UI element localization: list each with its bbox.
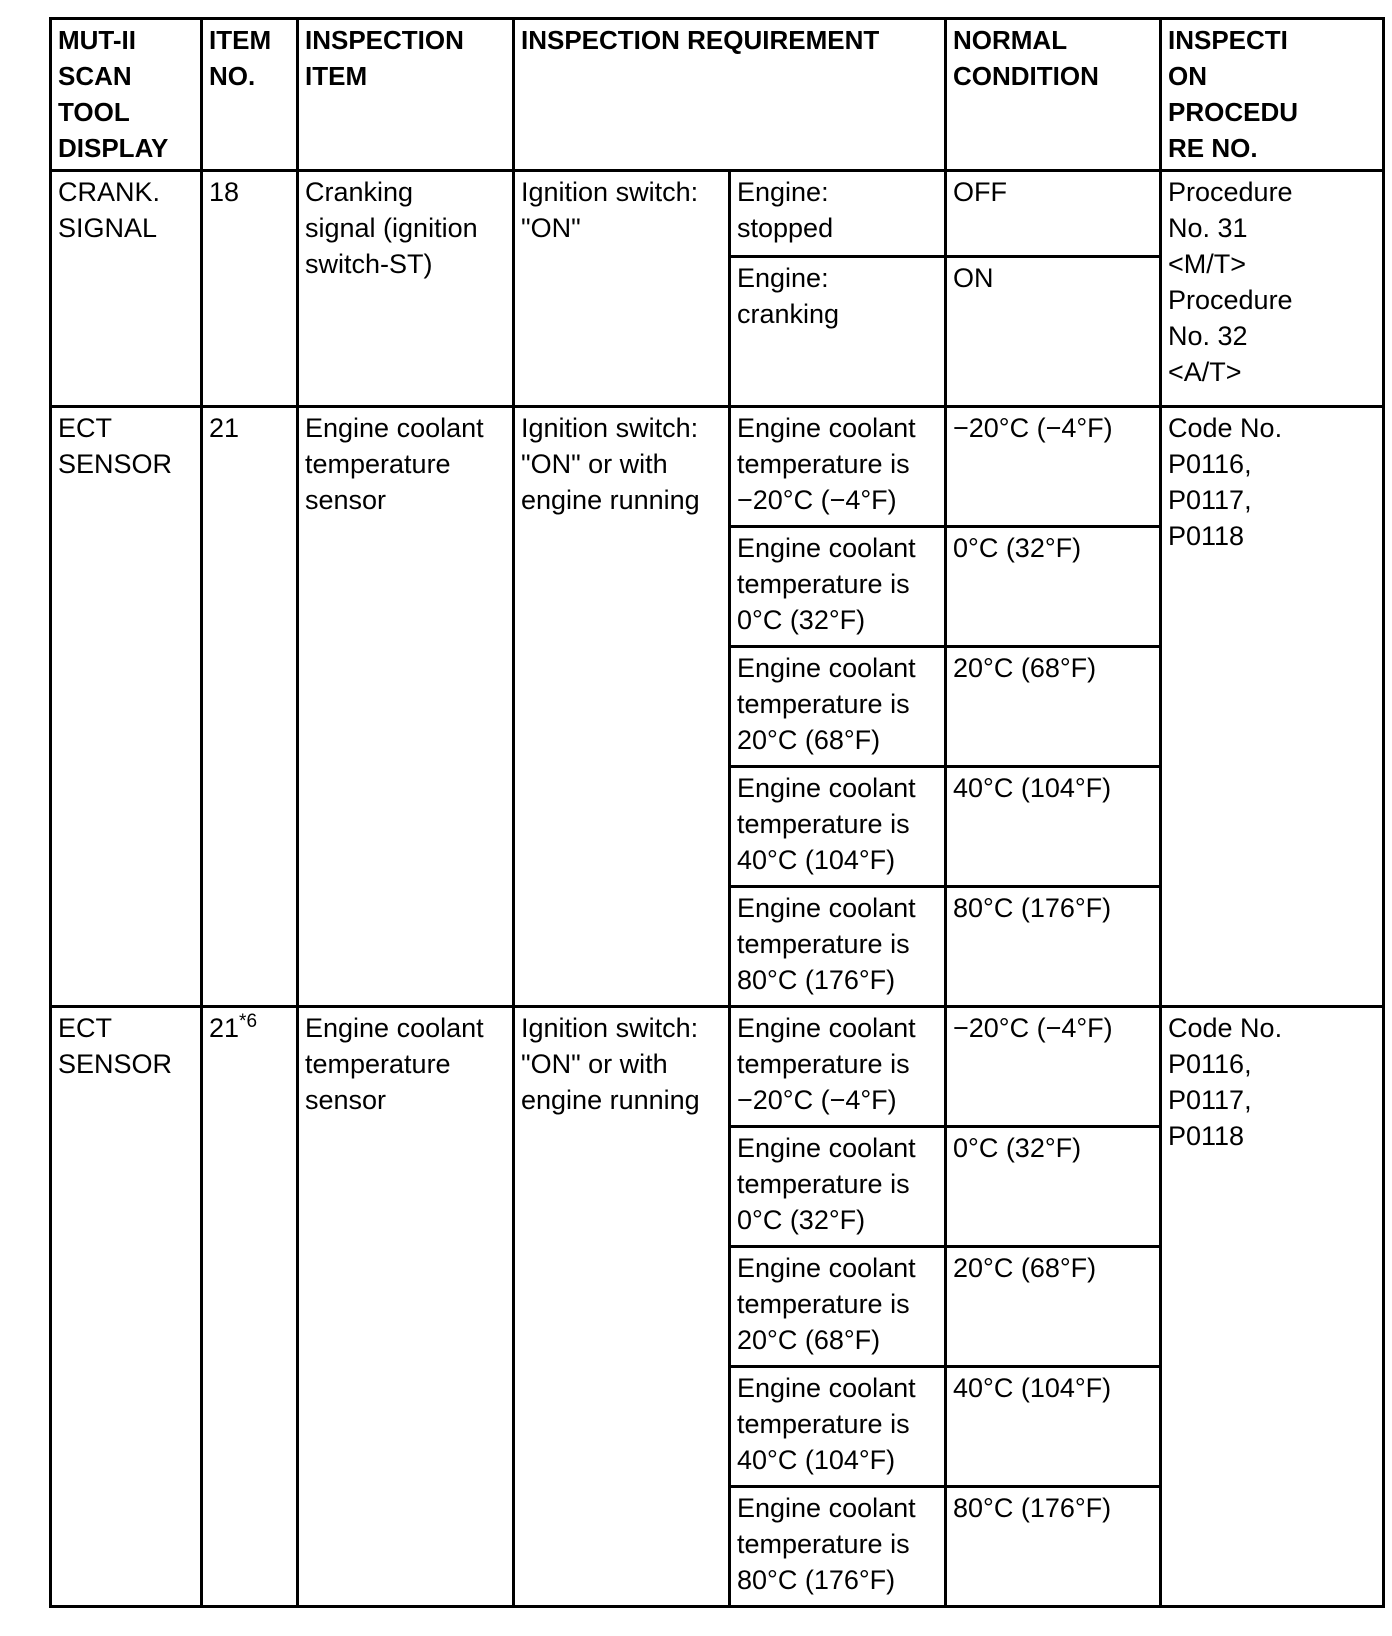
- item-no-cell: 18: [202, 171, 298, 407]
- header-display: MUT-II SCAN TOOL DISPLAY: [51, 19, 202, 171]
- normal-condition-cell: 0°C (32°F): [946, 1127, 1161, 1247]
- header-item-no: ITEM NO.: [202, 19, 298, 171]
- condition-cell: Engine coolant temperature is 80°C (176°F): [730, 1487, 946, 1607]
- condition-cell: Engine coolant temperature is −20°C (−4°F): [730, 407, 946, 527]
- inspection-item-cell: Engine coolant temperature sensor: [298, 1007, 514, 1607]
- requirement-cell: Ignition switch: "ON" or with engine running: [514, 1007, 730, 1607]
- item-no-value: 21: [209, 1013, 240, 1043]
- normal-condition-cell: 0°C (32°F): [946, 527, 1161, 647]
- table-row: [51, 171, 1384, 257]
- normal-condition-cell: 20°C (68°F): [946, 647, 1161, 767]
- condition-cell: Engine: cranking: [730, 257, 946, 407]
- inspection-item-cell: Cranking signal (ignition switch-ST): [298, 171, 514, 407]
- normal-condition-cell: 40°C (104°F): [946, 767, 1161, 887]
- condition-cell: Engine coolant temperature is 80°C (176°F): [730, 887, 946, 1007]
- header-row: [51, 19, 1384, 171]
- condition-cell: Engine coolant temperature is 20°C (68°F): [730, 1247, 946, 1367]
- header-inspection-requirement: INSPECTION REQUIREMENT: [514, 19, 946, 171]
- display-cell: ECT SENSOR: [51, 1007, 202, 1607]
- header-procedure-no: INSPECTI ON PROCEDU RE NO.: [1161, 19, 1384, 171]
- normal-condition-cell: −20°C (−4°F): [946, 407, 1161, 527]
- condition-cell: Engine coolant temperature is 20°C (68°F): [730, 647, 946, 767]
- item-no-cell: [202, 1007, 298, 1607]
- table-row: [51, 1007, 1384, 1127]
- condition-cell: Engine coolant temperature is 0°C (32°F): [730, 1127, 946, 1247]
- condition-cell: Engine coolant temperature is −20°C (−4°F): [730, 1007, 946, 1127]
- inspection-table: [49, 17, 1385, 1608]
- table-row: [51, 407, 1384, 527]
- requirement-cell: Ignition switch: "ON": [514, 171, 730, 407]
- inspection-item-cell: Engine coolant temperature sensor: [298, 407, 514, 1007]
- normal-condition-cell: 80°C (176°F): [946, 1487, 1161, 1607]
- requirement-cell: Ignition switch: "ON" or with engine running: [514, 407, 730, 1007]
- procedure-cell: Code No. P0116, P0117, P0118: [1161, 1007, 1384, 1607]
- condition-cell: Engine: stopped: [730, 171, 946, 257]
- header-normal-condition: NORMAL CONDITION: [946, 19, 1161, 171]
- condition-cell: Engine coolant temperature is 40°C (104°F): [730, 767, 946, 887]
- normal-condition-cell: 80°C (176°F): [946, 887, 1161, 1007]
- condition-cell: Engine coolant temperature is 40°C (104°F): [730, 1367, 946, 1487]
- normal-condition-cell: OFF: [946, 171, 1161, 257]
- condition-cell: Engine coolant temperature is 0°C (32°F): [730, 527, 946, 647]
- header-inspection-item: INSPECTION ITEM: [298, 19, 514, 171]
- normal-condition-cell: ON: [946, 257, 1161, 407]
- normal-condition-cell: −20°C (−4°F): [946, 1007, 1161, 1127]
- display-cell: CRANK. SIGNAL: [51, 171, 202, 407]
- normal-condition-cell: 20°C (68°F): [946, 1247, 1161, 1367]
- item-no-cell: 21: [202, 407, 298, 1007]
- procedure-cell: Code No. P0116, P0117, P0118: [1161, 407, 1384, 1007]
- display-cell: ECT SENSOR: [51, 407, 202, 1007]
- procedure-cell: Procedure No. 31 <M/T> Procedure No. 32 <A/T>: [1161, 171, 1384, 407]
- item-no-footnote: *6: [239, 1011, 258, 1032]
- normal-condition-cell: 40°C (104°F): [946, 1367, 1161, 1487]
